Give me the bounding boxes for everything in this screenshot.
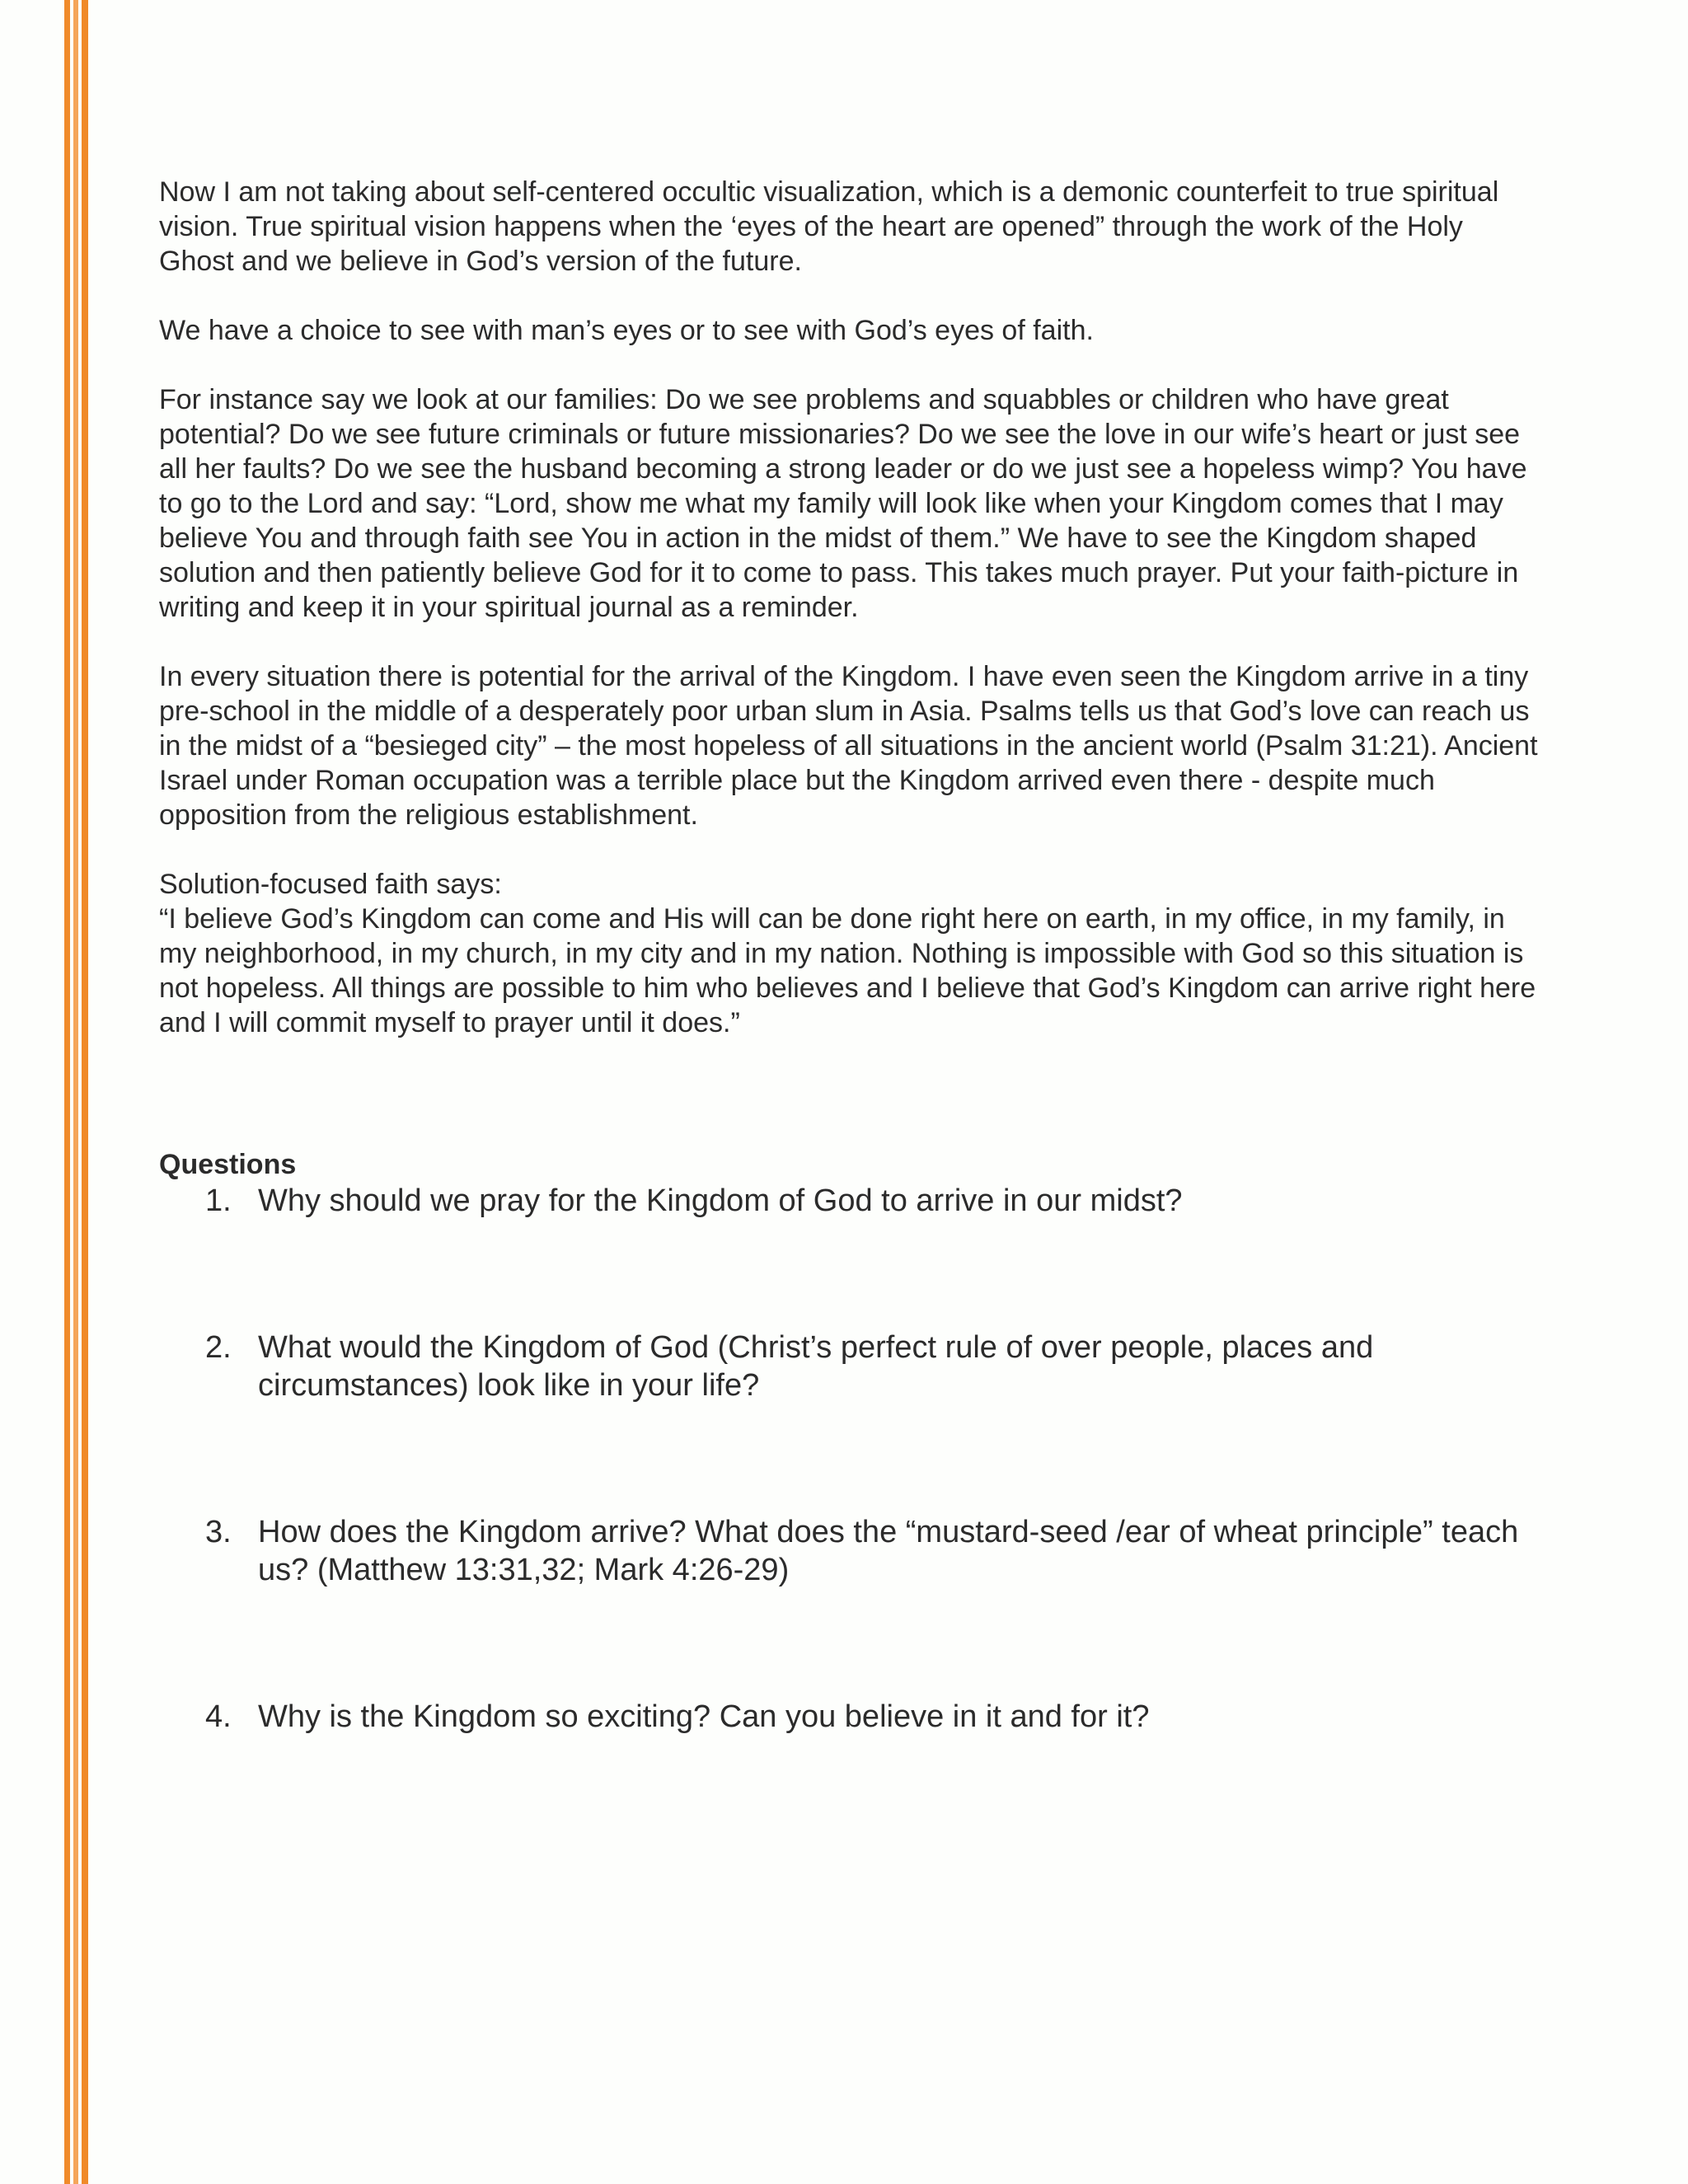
body-paragraph: Now I am not taking about self-centered occultic visualization, which is a demonic counterfeit to true spiritual vision. True spiritual vision happens when the ‘eyes of the heart are opened” through the work of the Holy Ghost and we believe in God’s version of the future.: [159, 176, 1499, 277]
questions-heading: Questions: [159, 1149, 297, 1180]
section-spacer: [159, 1040, 1544, 1147]
question-text: Why is the Kingdom so exciting? Can you believe in it and for it?: [258, 1699, 1150, 1734]
body-paragraph: For instance say we look at our families: Do we see problems and squabbles or children who have great potential? Do we see future criminals or future missionaries? Do we see the love in our wife’s heart or just see all her faults? Do we see the husband becoming a strong leader or do we just see a hopeless wimp? You have to go to the Lord and say: “Lord, show me what my family will look like when your Kingdom comes that I may believe You and through faith see You in action in the midst of them.” We have to see the Kingdom shaped solution and then patiently believe God for it to come to pass. This takes much prayer. Put your faith-picture in writing and keep it in your spiritual journal as a reminder.: [159, 384, 1527, 623]
question-item: [159, 1182, 1544, 1220]
body-paragraph: We have a choice to see with man’s eyes or to see with God’s eyes of faith.: [159, 315, 1094, 346]
question-number: 2.: [205, 1330, 232, 1365]
page-content: [159, 175, 1544, 1844]
question-text: How does the Kingdom arrive? What does the “mustard-seed /ear of wheat principle” teach us? (Matthew 13:31,32; Mark 4:26-29): [258, 1515, 1519, 1587]
question-item: [159, 1513, 1544, 1589]
question-text: What would the Kingdom of God (Christ’s perfect rule of over people, places and circumstances) look like in your life?: [258, 1330, 1374, 1403]
faith-declaration-paragraph: Solution-focused faith says: “I believe God’s Kingdom can come and His will can be done right here on earth, in my office, in my family, in my neighborhood, in my church, in my city and in my nation. Nothing is impossible with God so this situation is not hopeless. All things are possible to him who believes and I believe that God’s Kingdom can arrive right here and I will commit myself to prayer until it does.”: [159, 869, 1536, 1038]
left-border-stripe: [82, 0, 88, 2184]
question-number: 1.: [205, 1183, 232, 1218]
question-text: Why should we pray for the Kingdom of God to arrive in our midst?: [258, 1183, 1183, 1218]
left-border-stripe: [73, 0, 78, 2184]
left-border-stripe: [64, 0, 70, 2184]
body-paragraph: In every situation there is potential for the arrival of the Kingdom. I have even seen the Kingdom arrive in a tiny pre-school in the middle of a desperately poor urban slum in Asia. Psalms tells us that God’s love can reach us in the midst of a “besieged city” – the most hopeless of all situations in the ancient world (Psalm 31:21). Ancient Israel under Roman occupation was a terrible place but the Kingdom arrived even there - despite much opposition from the religious establishment.: [159, 661, 1538, 831]
question-item: [159, 1329, 1544, 1404]
question-number: 4.: [205, 1699, 232, 1734]
questions-list: [159, 1182, 1544, 1736]
question-number: 3.: [205, 1515, 232, 1549]
question-item: [159, 1698, 1544, 1736]
